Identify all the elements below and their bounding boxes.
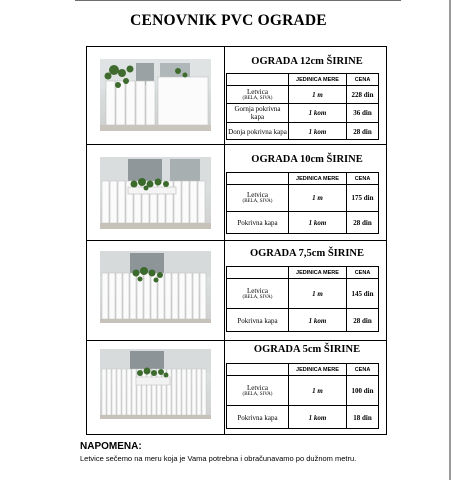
page-top-edge (75, 0, 401, 1)
table-row (227, 122, 378, 140)
unit-value: 1 m (289, 376, 347, 405)
product-title-12cm: OGRADA 12cm ŠIRINE (251, 56, 363, 67)
header-row (227, 267, 378, 278)
table-row (227, 375, 378, 405)
price-table-5cm (226, 363, 379, 429)
item-name: Donja pokrivna kapa (227, 123, 289, 140)
unit-value: 1 kom (289, 406, 347, 429)
price-header: CENA (354, 366, 371, 373)
item-name: Letvica (246, 191, 268, 199)
unit-value: 1 kom (289, 309, 347, 332)
item-color-note: (BELA, SIVA) (242, 391, 273, 397)
item-name: Gornja pokrivna kapa (227, 104, 289, 122)
unit-header: JEDINICA MERE (289, 364, 347, 375)
unit-value: 1 kom (289, 123, 347, 140)
item-color-note: (BELA, SIVA) (242, 294, 273, 300)
price-value: 228 din (351, 90, 374, 99)
item-name: Letvica (246, 383, 268, 392)
table-row (227, 278, 378, 308)
unit-header: JEDINICA MERE (289, 74, 347, 85)
item-name: Letvica (246, 286, 268, 295)
fence-photo-10cm (100, 157, 211, 229)
unit-value: 1 kom (289, 104, 347, 122)
product-title-10cm: OGRADA 10cm ŠIRINE (251, 154, 363, 165)
item-name: Pokrivna kapa (227, 212, 289, 234)
section-divider (87, 240, 386, 241)
price-value: 145 din (351, 289, 374, 298)
unit-value: 1 m (289, 279, 347, 308)
fence-photo-12cm (100, 59, 211, 131)
price-value: 28 din (353, 127, 372, 136)
unit-header: JEDINICA MERE (289, 173, 347, 184)
price-value: 18 din (353, 413, 372, 422)
table-row (227, 184, 378, 211)
unit-value: 1 kom (289, 212, 347, 234)
price-list-table (86, 46, 387, 435)
product-title-7-5cm: OGRADA 7,5cm ŠIRINE (249, 248, 365, 259)
table-row (227, 308, 378, 332)
fence-photo-7-5cm (100, 251, 211, 323)
price-header: CENA (354, 175, 371, 182)
price-value: 28 din (353, 219, 372, 227)
table-row (227, 405, 378, 429)
price-table-7-5cm (226, 266, 379, 332)
table-row (227, 211, 378, 234)
price-value: 100 din (351, 386, 374, 395)
item-color-note: (BELA, SIVA) (242, 95, 273, 101)
unit-value: 1 m (289, 86, 347, 103)
item-color-note: (BELA, SIVA) (242, 199, 273, 204)
table-row (227, 103, 378, 122)
page-right-edge (449, 0, 451, 480)
document-title: CENOVNIK PVC OGRADE (130, 12, 327, 29)
price-value: 36 din (353, 109, 372, 117)
header-row (227, 74, 378, 85)
header-row (227, 364, 378, 375)
fence-photo-5cm (100, 349, 211, 419)
column-divider (224, 47, 225, 434)
unit-value: 1 m (289, 185, 347, 211)
note-text: Letvice sečemo na meru koja je Vama potrebna i obračunavamo po dužnom metru. (80, 454, 357, 463)
table-row (227, 85, 378, 103)
price-header: CENA (354, 269, 371, 276)
unit-header: JEDINICA MERE (289, 267, 347, 278)
item-name: Pokrivna kapa (227, 406, 289, 429)
price-header: CENA (354, 76, 371, 83)
note-heading: NAPOMENA: (80, 441, 142, 452)
price-value: 28 din (353, 316, 372, 325)
header-row (227, 173, 378, 184)
product-title-5cm: OGRADA 5cm ŠIRINE (253, 344, 361, 355)
item-name: Pokrivna kapa (227, 309, 289, 332)
price-table-10cm (226, 172, 379, 234)
price-table-12cm (226, 73, 379, 140)
section-divider (87, 144, 386, 145)
price-value: 175 din (351, 194, 374, 202)
section-divider (87, 340, 386, 341)
item-name: Letvica (246, 87, 268, 96)
